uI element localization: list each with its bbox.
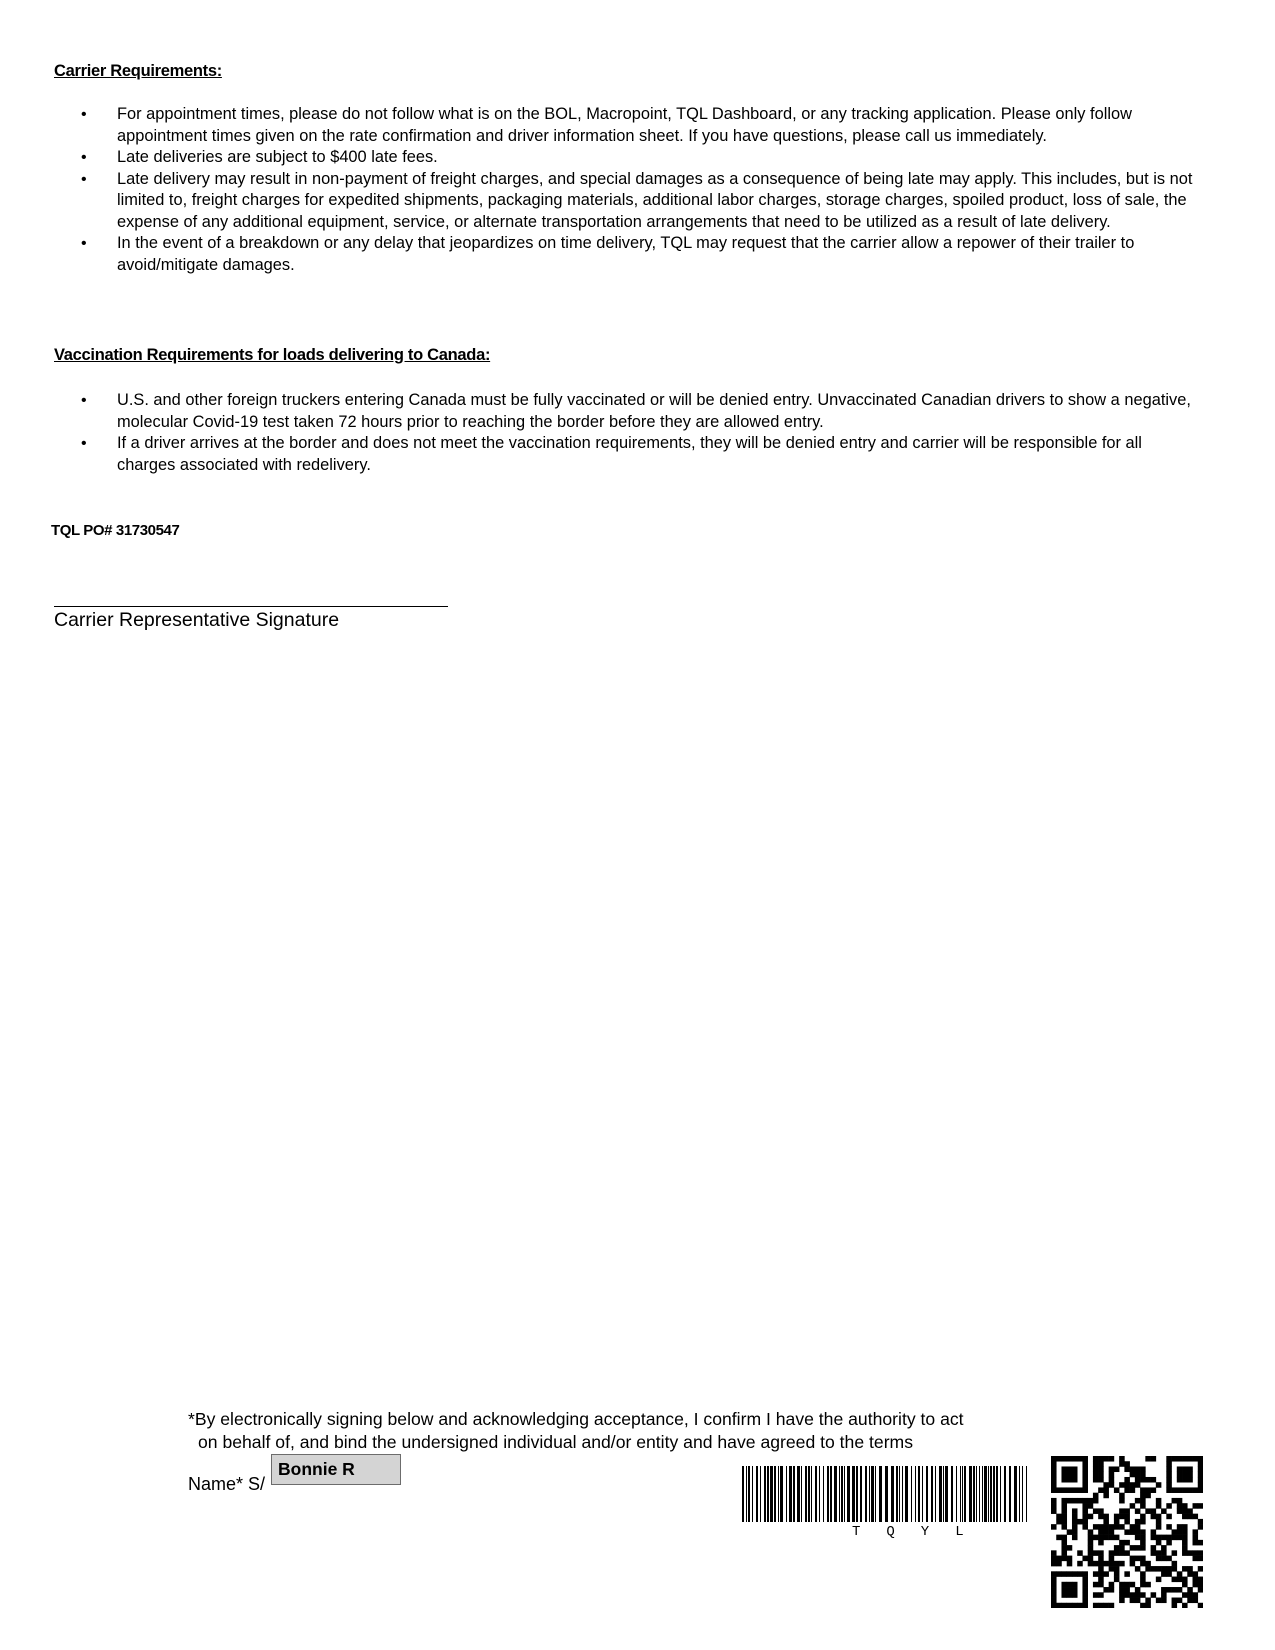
vaccination-requirements-heading: Vaccination Requirements for loads delivering to Canada: bbox=[54, 346, 491, 364]
esign-line-2: on behalf of, and bind the undersigned individual and/or entity and have agreed to the terms bbox=[198, 1432, 914, 1452]
esign-line-1: *By electronically signing below and acknowledging acceptance, I confirm I have the authority to act bbox=[188, 1409, 964, 1429]
list-item: • U.S. and other foreign truckers entering Canada must be fully vaccinated or will be denied entry. Unvaccinated Canadian drivers to show a negative, molecular Covid-19 test taken 72 hours prior to reaching the border before they are allowed entry. bbox=[81, 391, 1191, 431]
list-item: • For appointment times, please do not follow what is on the BOL, Macropoint, TQL Dashboard, or any tracking application. Please only follow appointment times given on the rate confirmation and driver information sheet. If you have questions, please call us immediately. bbox=[81, 105, 1132, 145]
esign-statement bbox=[188, 1408, 1048, 1454]
bullet-icon: • bbox=[81, 170, 87, 188]
list-item: • If a driver arrives at the border and does not meet the vaccination requirements, they will be denied entry and carrier will be responsible for all charges associated with redelivery. bbox=[81, 434, 1142, 474]
name-field[interactable]: Bonnie R bbox=[271, 1454, 401, 1485]
barcode-icon bbox=[742, 1466, 1032, 1524]
bullet-icon: • bbox=[81, 235, 87, 252]
bullet-icon: • bbox=[81, 149, 87, 166]
list-item: • Late delivery may result in non-payment of freight charges, and special damages as a consequence of being late may apply. This includes, but is not limited to, freight charges for expedited shipments, packaging materials, additional labor charges, storage charges, spoiled product, loss of sale, the expense of any additional equipment, service, or alternate transportation arrangements that need to be utilized as a result of late delivery. bbox=[81, 169, 1193, 231]
signature-label: Carrier Representative Signature bbox=[54, 609, 340, 631]
bullet-icon: • bbox=[81, 392, 87, 409]
list-item: • Late deliveries are subject to $400 late fees. bbox=[54, 147, 1204, 169]
po-number: TQL PO# 31730547 bbox=[51, 522, 180, 539]
carrier-requirements-heading: Carrier Requirements: bbox=[54, 62, 222, 80]
list-item: • In the event of a breakdown or any delay that jeopardizes on time delivery, TQL may request that the carrier allow a repower of their trailer to avoid/mitigate damages. bbox=[81, 234, 1135, 274]
bullet-icon: • bbox=[81, 435, 87, 452]
bullet-icon: • bbox=[81, 106, 87, 123]
name-label: Name* S/ bbox=[188, 1474, 266, 1494]
signature-line[interactable] bbox=[54, 606, 448, 607]
vaccination-requirements-list bbox=[54, 390, 1204, 476]
qr-code-icon bbox=[1051, 1456, 1203, 1608]
carrier-requirements-list bbox=[54, 104, 1204, 276]
barcode-text: TQYL bbox=[852, 1524, 990, 1540]
